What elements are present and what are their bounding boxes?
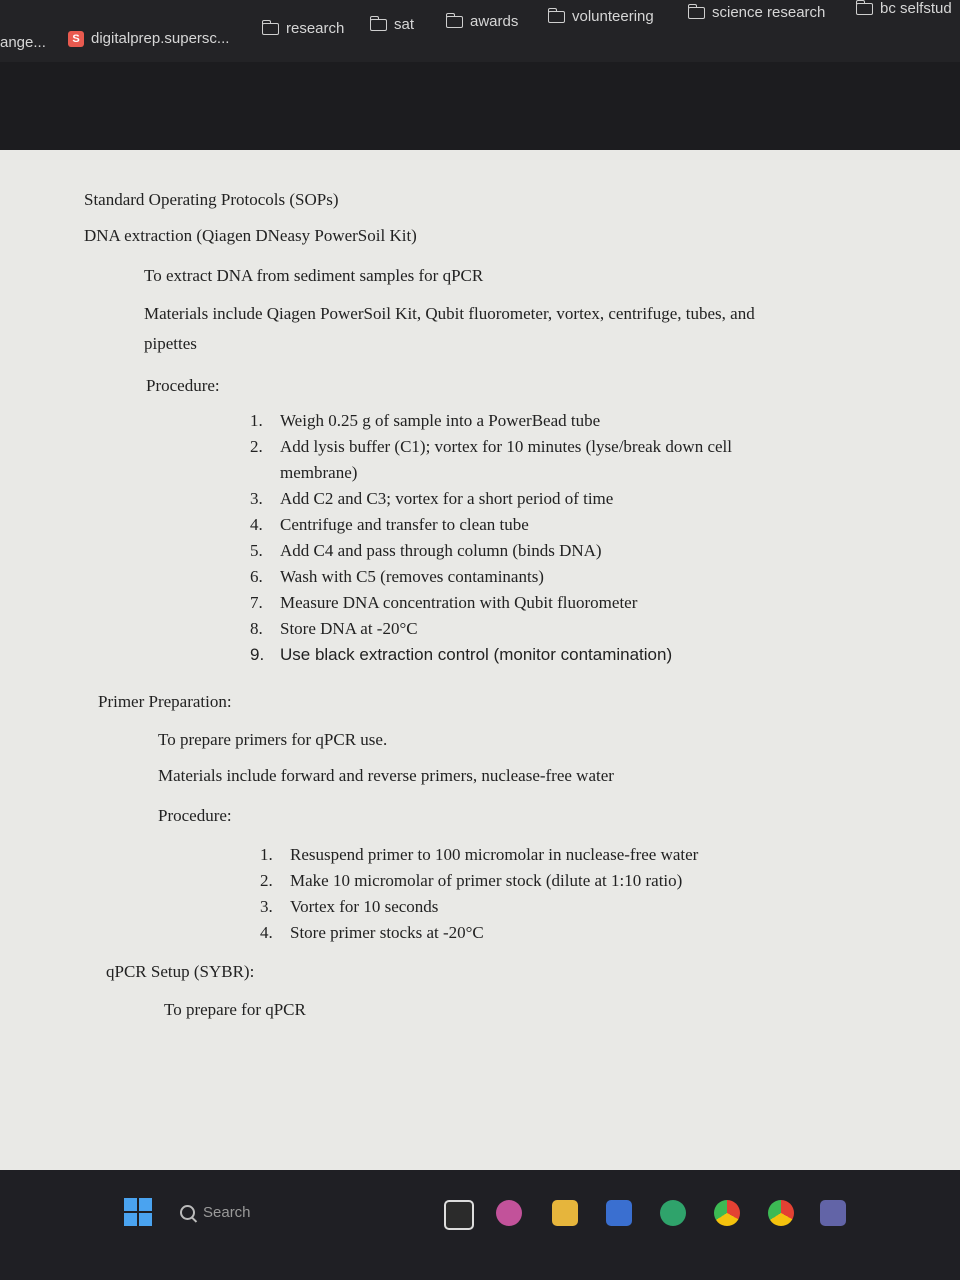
taskbar-search[interactable]	[170, 1194, 410, 1230]
dna-materials-line2: pipettes	[144, 334, 197, 353]
folder-icon	[688, 7, 705, 19]
document-title: Standard Operating Protocols (SOPs)	[84, 190, 339, 209]
list-item: 4. Centrifuge and transfer to clean tube	[250, 515, 529, 534]
list-item: 1. Weigh 0.25 g of sample into a PowerBead tube	[250, 411, 601, 430]
search-placeholder: Search	[203, 1203, 251, 1221]
dna-heading: DNA extraction (Qiagen DNeasy PowerSoil Kit)	[84, 226, 417, 245]
taskbar	[0, 1170, 960, 1280]
bookmark-label: ange...	[0, 34, 46, 51]
list-item: 2. Add lysis buffer (C1); vortex for 10 minutes (lyse/break down cell membrane)	[250, 437, 732, 482]
windows-icon[interactable]	[124, 1198, 152, 1226]
bookmark-sat[interactable]	[370, 16, 414, 33]
chrome-icon[interactable]	[714, 1200, 740, 1226]
list-item: 2. Make 10 micromolar of primer stock (dilute at 1:10 ratio)	[260, 871, 683, 890]
list-item: 7. Measure DNA concentration with Qubit fluorometer	[250, 593, 638, 612]
bookmark-science-research[interactable]	[688, 4, 825, 21]
list-item: 6. Wash with C5 (removes contaminants)	[250, 567, 544, 586]
bookmark-research[interactable]	[262, 20, 344, 37]
bookmark-bc-selfstudy[interactable]	[856, 0, 952, 17]
dna-materials-line1: Materials include Qiagen PowerSoil Kit, Qubit fluorometer, vortex, centrifuge, tubes, and	[144, 304, 755, 323]
primer-materials: Materials include forward and reverse primers, nuclease-free water	[158, 766, 614, 785]
folder-icon	[446, 16, 463, 28]
primer-steps-list	[260, 842, 698, 946]
site-favicon-icon: S	[68, 31, 84, 47]
primer-purpose: To prepare primers for qPCR use.	[158, 730, 388, 749]
bookmark-label: digitalprep.supersc...	[91, 30, 230, 47]
bookmark-label: volunteering	[572, 8, 654, 25]
primer-procedure-label: Procedure:	[158, 806, 232, 825]
bookmark-label: bc selfstud	[880, 0, 952, 17]
bookmark-ange[interactable]	[0, 34, 46, 51]
browser-chrome-gap	[0, 62, 960, 152]
dna-procedure-label: Procedure:	[146, 376, 220, 395]
bookmark-awards[interactable]	[446, 13, 518, 30]
list-item: 5. Add C4 and pass through column (binds DNA)	[250, 541, 602, 560]
list-item: 9. Use black extraction control (monitor contamination)	[250, 645, 673, 664]
bookmark-label: sat	[394, 16, 415, 33]
chrome-icon[interactable]	[768, 1200, 794, 1226]
list-item: 8. Store DNA at -20°C	[250, 619, 418, 638]
bookmarks-bar	[0, 0, 960, 62]
folder-icon	[856, 3, 873, 15]
teams-icon[interactable]	[820, 1200, 846, 1226]
app-icon[interactable]	[496, 1200, 522, 1226]
bookmark-volunteering[interactable]	[548, 8, 654, 25]
bookmark-label: science research	[712, 4, 826, 21]
primer-heading: Primer Preparation:	[98, 692, 232, 711]
folder-icon	[370, 19, 387, 31]
edge-icon[interactable]	[660, 1200, 686, 1226]
dna-purpose: To extract DNA from sediment samples for qPCR	[144, 266, 484, 285]
qpcr-heading: qPCR Setup (SYBR):	[106, 962, 255, 981]
folder-icon	[548, 11, 565, 23]
file-explorer-icon[interactable]	[444, 1200, 474, 1230]
document-page[interactable]	[0, 150, 960, 1170]
bookmark-digitalprep[interactable]	[68, 30, 229, 47]
folder-icon	[262, 23, 279, 35]
qpcr-purpose: To prepare for qPCR	[164, 1000, 306, 1019]
list-item: 3. Add C2 and C3; vortex for a short period of time	[250, 489, 614, 508]
list-item: 3. Vortex for 10 seconds	[260, 897, 439, 916]
search-icon	[180, 1205, 195, 1220]
bookmark-label: awards	[470, 13, 519, 30]
dna-steps-list	[250, 408, 732, 668]
list-item: 4. Store primer stocks at -20°C	[260, 923, 484, 942]
bookmark-label: research	[286, 20, 345, 37]
store-icon[interactable]	[606, 1200, 632, 1226]
list-item: 1. Resuspend primer to 100 micromolar in nuclease-free water	[260, 845, 699, 864]
folder-icon[interactable]	[552, 1200, 578, 1226]
